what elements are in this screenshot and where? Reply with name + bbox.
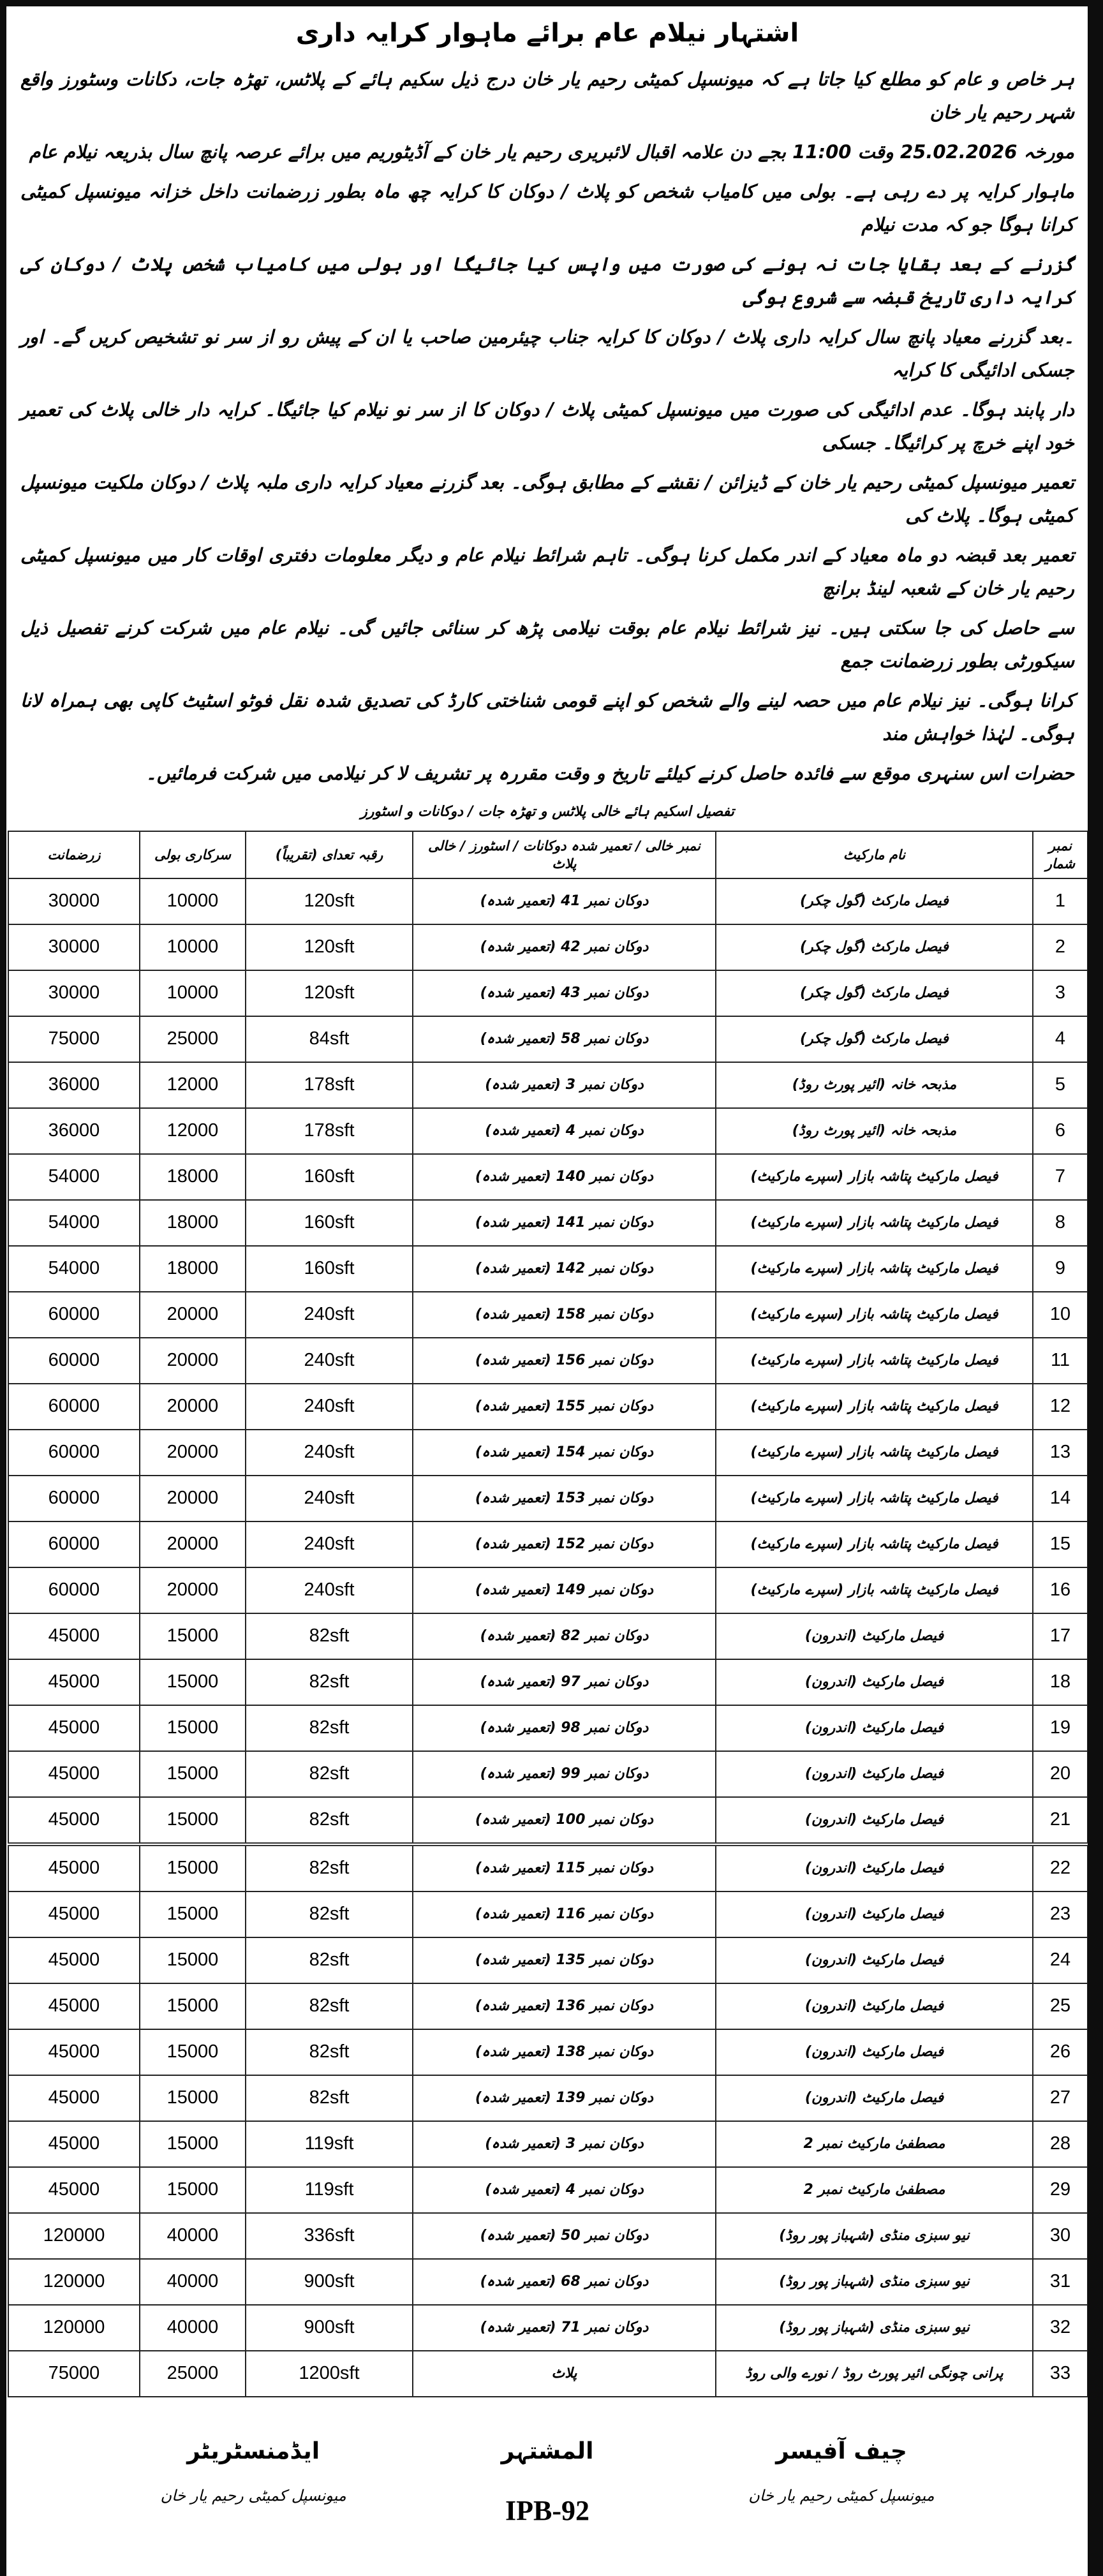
cell-govt-bid: 18000 (140, 1200, 246, 1246)
cell-security: 60000 (8, 1430, 140, 1476)
cell-area: 82sft (246, 1937, 413, 1983)
cell-unit: دوکان نمبر 156 (تعمیر شدہ) (413, 1338, 716, 1384)
cell-serial: 29 (1033, 2167, 1088, 2213)
table-row (8, 1659, 1088, 1705)
notice-line: تعمیر بعد قبضہ دو ماہ معیاد کے اندر مکمل کرنا ہوگی۔ تاہم شرائط نیلام عام و دیگر معلومات دفتری اوقات کار میں میونسپل کمیٹی رحیم یار خان کے شعبہ لینڈ برانچ (20, 544, 1074, 599)
cell-serial: 2 (1033, 924, 1088, 970)
cell-area: 160sft (246, 1246, 413, 1292)
cell-security: 45000 (8, 1937, 140, 1983)
cell-govt-bid: 12000 (140, 1062, 246, 1108)
publisher-signature (501, 2436, 594, 2529)
cell-area: 900sft (246, 2259, 413, 2305)
cell-unit: دوکان نمبر 155 (تعمیر شدہ) (413, 1384, 716, 1430)
cell-market: مذبحہ خانہ (ائیر پورٹ روڈ) (716, 1108, 1033, 1154)
cell-security: 120000 (8, 2305, 140, 2351)
cell-security: 45000 (8, 2167, 140, 2213)
cell-market: فیصل مارکیٹ (اندرون) (716, 1751, 1033, 1797)
notice-line: تعمیر میونسپل کمیٹی رحیم یار خان کے ڈیزائن / نقشے کے مطابق ہوگی۔ بعد گزرنے معیاد کرایہ داری ملبہ پلاٹ / دوکان ملکیت میونسپل کمیٹی ہوگا۔ پلاٹ کی (20, 471, 1074, 526)
cell-serial: 24 (1033, 1937, 1088, 1983)
cell-market: فیصل مارکیٹ پتاشہ بازار (سپرے مارکیٹ) (716, 1476, 1033, 1521)
cell-govt-bid: 18000 (140, 1246, 246, 1292)
cell-security: 54000 (8, 1154, 140, 1200)
cell-market: مذبحہ خانہ (ائیر پورٹ روڈ) (716, 1062, 1033, 1108)
cell-unit: دوکان نمبر 142 (تعمیر شدہ) (413, 1246, 716, 1292)
cell-area: 178sft (246, 1108, 413, 1154)
cell-area: 82sft (246, 1844, 413, 1891)
table-row (8, 970, 1088, 1016)
cell-security: 45000 (8, 2029, 140, 2075)
cell-govt-bid: 12000 (140, 1108, 246, 1154)
cell-govt-bid: 25000 (140, 1016, 246, 1062)
cell-serial: 6 (1033, 1108, 1088, 1154)
cell-area: 178sft (246, 1062, 413, 1108)
cell-unit: دوکان نمبر 116 (تعمیر شدہ) (413, 1891, 716, 1937)
cell-market: مصطفیٰ مارکیٹ نمبر 2 (716, 2167, 1033, 2213)
cell-market: فیصل مارکیٹ پتاشہ بازار (سپرے مارکیٹ) (716, 1567, 1033, 1613)
cell-govt-bid: 40000 (140, 2259, 246, 2305)
chief-officer-org: میونسپل کمیٹی رحیم یار خان (748, 2487, 935, 2505)
cell-market: فیصل مارکیٹ (اندرون) (716, 1891, 1033, 1937)
cell-security: 36000 (8, 1062, 140, 1108)
cell-serial: 13 (1033, 1430, 1088, 1476)
table-row (8, 1567, 1088, 1613)
cell-security: 54000 (8, 1200, 140, 1246)
cell-area: 120sft (246, 970, 413, 1016)
cell-area: 240sft (246, 1384, 413, 1430)
table-row (8, 1844, 1088, 1891)
cell-market: فیصل مارکیٹ (اندرون) (716, 1983, 1033, 2029)
cell-govt-bid: 25000 (140, 2351, 246, 2397)
cell-area: 240sft (246, 1430, 413, 1476)
header-unit: نمبر خالی / تعمیر شدہ دوکانات / اسٹورز / خالی پلاٹ (413, 831, 716, 878)
cell-market: نیو سبزی منڈی (شہباز پور روڈ) (716, 2259, 1033, 2305)
cell-security: 45000 (8, 1659, 140, 1705)
table-row (8, 1937, 1088, 1983)
cell-market: فیصل مارکیٹ پتاشہ بازار (سپرے مارکیٹ) (716, 1200, 1033, 1246)
header-area: رقبہ تعدای (تقریباً) (246, 831, 413, 878)
cell-market: فیصل مارکٹ (گول چکر) (716, 878, 1033, 924)
cell-serial: 4 (1033, 1016, 1088, 1062)
cell-security: 75000 (8, 2351, 140, 2397)
cell-unit: دوکان نمبر 135 (تعمیر شدہ) (413, 1937, 716, 1983)
header-security: زرضمانت (8, 831, 140, 878)
table-row (8, 2075, 1088, 2121)
cell-area: 160sft (246, 1154, 413, 1200)
table-row (8, 1521, 1088, 1567)
table-body (8, 878, 1088, 2397)
cell-unit: دوکان نمبر 4 (تعمیر شدہ) (413, 2167, 716, 2213)
cell-security: 45000 (8, 1844, 140, 1891)
cell-security: 75000 (8, 1016, 140, 1062)
table-row (8, 2351, 1088, 2397)
cell-unit: دوکان نمبر 58 (تعمیر شدہ) (413, 1016, 716, 1062)
table-subheading: تفصیل اسکیم ہائے خالی پلاٹس و تھڑہ جات / دوکانات و اسٹورز (360, 804, 734, 820)
table-row (8, 2167, 1088, 2213)
cell-security: 30000 (8, 878, 140, 924)
cell-govt-bid: 15000 (140, 1751, 246, 1797)
cell-govt-bid: 40000 (140, 2213, 246, 2259)
cell-serial: 30 (1033, 2213, 1088, 2259)
cell-serial: 14 (1033, 1476, 1088, 1521)
cell-govt-bid: 15000 (140, 2121, 246, 2167)
cell-govt-bid: 15000 (140, 1937, 246, 1983)
cell-market: فیصل مارکیٹ (اندرون) (716, 2075, 1033, 2121)
notice-line: دار پابند ہوگا۔ عدم ادائیگی کی صورت میں میونسپل کمیٹی پلاٹ / دوکان کا از سر نو نیلام کیا جائیگا۔ کرایہ دار خالی پلاٹ کی تعمیر خود اپنے خرچ پر کرائیگا۔ جسکی (20, 399, 1074, 454)
cell-unit: دوکان نمبر 3 (تعمیر شدہ) (413, 1062, 716, 1108)
notice-body (20, 63, 1074, 790)
cell-unit: دوکان نمبر 154 (تعمیر شدہ) (413, 1430, 716, 1476)
notice-line: ۔بعد گزرنے معیاد پانچ سال کرایہ داری پلاٹ / دوکان کا کرایہ جناب چیئرمین صاحب یا ان کے پیش رو از سر نو تشخیص کریں گے۔ اور جسکی ادائیگی کا کرایہ (20, 326, 1074, 381)
cell-area: 336sft (246, 2213, 413, 2259)
cell-market: فیصل مارکیٹ (اندرون) (716, 2029, 1033, 2075)
chief-officer-title: چیف آفیسر (776, 2438, 907, 2464)
cell-govt-bid: 20000 (140, 1521, 246, 1567)
cell-serial: 3 (1033, 970, 1088, 1016)
cell-serial: 18 (1033, 1659, 1088, 1705)
cell-market: مصطفیٰ مارکیٹ نمبر 2 (716, 2121, 1033, 2167)
cell-unit: دوکان نمبر 42 (تعمیر شدہ) (413, 924, 716, 970)
cell-unit: دوکان نمبر 153 (تعمیر شدہ) (413, 1476, 716, 1521)
cell-unit: دوکان نمبر 4 (تعمیر شدہ) (413, 1108, 716, 1154)
cell-govt-bid: 15000 (140, 2167, 246, 2213)
cell-market: فیصل مارکیٹ (اندرون) (716, 1659, 1033, 1705)
cell-market: فیصل مارکٹ (گول چکر) (716, 1016, 1033, 1062)
cell-govt-bid: 10000 (140, 970, 246, 1016)
cell-area: 120sft (246, 924, 413, 970)
cell-serial: 20 (1033, 1751, 1088, 1797)
cell-area: 82sft (246, 1983, 413, 2029)
table-row (8, 1338, 1088, 1384)
cell-serial: 23 (1033, 1891, 1088, 1937)
cell-serial: 22 (1033, 1844, 1088, 1891)
cell-market: فیصل مارکیٹ پتاشہ بازار (سپرے مارکیٹ) (716, 1430, 1033, 1476)
cell-area: 82sft (246, 1891, 413, 1937)
cell-area: 120sft (246, 878, 413, 924)
notice-line: سے حاصل کی جا سکتی ہیں۔ نیز شرائط نیلام عام بوقت نیلامی پڑھ کر سنائی جائیں گی۔ نیلام عام میں شرکت کرنے تفصیل ذیل سیکورٹی بطور زرضمانت جمع (20, 617, 1074, 672)
cell-area: 1200sft (246, 2351, 413, 2397)
table-row (8, 1705, 1088, 1751)
notice-line: ماہوار کرایہ پر دے رہی ہے۔ بولی میں کامیاب شخص کو پلاٹ / دوکان کا کرایہ چھ ماہ بطور زرضمانت داخل خزانہ میونسپل کمیٹی کرانا ہوگا جو کہ مدت نیلام (20, 181, 1074, 235)
cell-market: فیصل مارکیٹ پتاشہ بازار (سپرے مارکیٹ) (716, 1292, 1033, 1338)
advertisement-page (6, 6, 1088, 2576)
cell-area: 82sft (246, 1797, 413, 1844)
cell-area: 900sft (246, 2305, 413, 2351)
cell-unit: دوکان نمبر 140 (تعمیر شدہ) (413, 1154, 716, 1200)
cell-area: 240sft (246, 1521, 413, 1567)
cell-security: 45000 (8, 1891, 140, 1937)
cell-serial: 5 (1033, 1062, 1088, 1108)
cell-govt-bid: 20000 (140, 1292, 246, 1338)
cell-unit: دوکان نمبر 115 (تعمیر شدہ) (413, 1844, 716, 1891)
cell-unit: پلاٹ (413, 2351, 716, 2397)
administrator-title: ایڈمنسٹریٹر (187, 2438, 320, 2464)
cell-security: 60000 (8, 1567, 140, 1613)
cell-market: فیصل مارکیٹ پتاشہ بازار (سپرے مارکیٹ) (716, 1521, 1033, 1567)
cell-govt-bid: 20000 (140, 1338, 246, 1384)
cell-market: فیصل مارکیٹ پتاشہ بازار (سپرے مارکیٹ) (716, 1246, 1033, 1292)
cell-security: 45000 (8, 2121, 140, 2167)
cell-govt-bid: 10000 (140, 878, 246, 924)
table-row (8, 1797, 1088, 1844)
cell-govt-bid: 15000 (140, 2075, 246, 2121)
table-row (8, 878, 1088, 924)
header-govt-bid: سرکاری بولی (140, 831, 246, 878)
administrator-org: میونسپل کمیٹی رحیم یار خان (160, 2487, 346, 2505)
cell-govt-bid: 15000 (140, 1613, 246, 1659)
cell-serial: 17 (1033, 1613, 1088, 1659)
cell-unit: دوکان نمبر 98 (تعمیر شدہ) (413, 1705, 716, 1751)
cell-unit: دوکان نمبر 158 (تعمیر شدہ) (413, 1292, 716, 1338)
cell-serial: 1 (1033, 878, 1088, 924)
cell-unit: دوکان نمبر 68 (تعمیر شدہ) (413, 2259, 716, 2305)
cell-market: فیصل مارکٹ (گول چکر) (716, 970, 1033, 1016)
cell-govt-bid: 15000 (140, 1659, 246, 1705)
table-row (8, 2213, 1088, 2259)
cell-security: 60000 (8, 1476, 140, 1521)
cell-security: 45000 (8, 1751, 140, 1797)
cell-unit: دوکان نمبر 99 (تعمیر شدہ) (413, 1751, 716, 1797)
cell-govt-bid: 15000 (140, 1797, 246, 1844)
cell-serial: 19 (1033, 1705, 1088, 1751)
table-row (8, 1751, 1088, 1797)
cell-serial: 27 (1033, 2075, 1088, 2121)
cell-govt-bid: 15000 (140, 2029, 246, 2075)
cell-market: فیصل مارکیٹ (اندرون) (716, 1613, 1033, 1659)
cell-serial: 11 (1033, 1338, 1088, 1384)
table-row (8, 1384, 1088, 1430)
cell-area: 82sft (246, 2029, 413, 2075)
cell-security: 120000 (8, 2259, 140, 2305)
auction-table (8, 831, 1088, 2397)
cell-govt-bid: 40000 (140, 2305, 246, 2351)
cell-govt-bid: 15000 (140, 1891, 246, 1937)
table-row (8, 1891, 1088, 1937)
table-row (8, 1108, 1088, 1154)
cell-unit: دوکان نمبر 138 (تعمیر شدہ) (413, 2029, 716, 2075)
cell-unit: دوکان نمبر 97 (تعمیر شدہ) (413, 1659, 716, 1705)
table-row (8, 1154, 1088, 1200)
cell-area: 82sft (246, 1659, 413, 1705)
cell-serial: 16 (1033, 1567, 1088, 1613)
cell-govt-bid: 15000 (140, 1705, 246, 1751)
cell-area: 82sft (246, 1705, 413, 1751)
cell-govt-bid: 20000 (140, 1384, 246, 1430)
notice-line: کرانا ہوگی۔ نیز نیلام عام میں حصہ لینے والے شخص کو اپنے قومی شناختی کارڈ کی تصدیق شدہ نقل فوٹو اسٹیٹ کاپی بھی ہمراہ لانا ہوگی۔ لہٰذا خواہش مند (20, 690, 1074, 744)
cell-market: فیصل مارکیٹ (اندرون) (716, 1797, 1033, 1844)
cell-area: 82sft (246, 1751, 413, 1797)
cell-market: پرانی چونگی ائیر پورٹ روڈ / نورے والی روڈ (716, 2351, 1033, 2397)
cell-security: 54000 (8, 1246, 140, 1292)
cell-market: فیصل مارکیٹ پتاشہ بازار (سپرے مارکیٹ) (716, 1338, 1033, 1384)
table-row (8, 1016, 1088, 1062)
signature-footer (6, 2436, 1088, 2563)
cell-market: فیصل مارکیٹ (اندرون) (716, 1705, 1033, 1751)
table-row (8, 2029, 1088, 2075)
cell-unit: دوکان نمبر 141 (تعمیر شدہ) (413, 1200, 716, 1246)
cell-serial: 21 (1033, 1797, 1088, 1844)
cell-security: 60000 (8, 1292, 140, 1338)
notice-line: مورخہ 25.02.2026 وقت 11:00 بجے دن علامہ اقبال لائبریری رحیم یار خان کے آڈیٹوریم میں برائے عرصہ پانچ سال بذریعہ نیلام عام (29, 141, 1074, 163)
cell-unit: دوکان نمبر 50 (تعمیر شدہ) (413, 2213, 716, 2259)
cell-serial: 33 (1033, 2351, 1088, 2397)
chief-officer-signature (748, 2436, 934, 2508)
cell-unit: دوکان نمبر 152 (تعمیر شدہ) (413, 1521, 716, 1567)
table-row (8, 1200, 1088, 1246)
cell-security: 30000 (8, 970, 140, 1016)
cell-security: 120000 (8, 2213, 140, 2259)
header-market: نام مارکیٹ (716, 831, 1033, 878)
cell-area: 82sft (246, 1613, 413, 1659)
cell-unit: دوکان نمبر 3 (تعمیر شدہ) (413, 2121, 716, 2167)
cell-govt-bid: 20000 (140, 1567, 246, 1613)
cell-serial: 15 (1033, 1521, 1088, 1567)
cell-serial: 31 (1033, 2259, 1088, 2305)
cell-govt-bid: 15000 (140, 1844, 246, 1891)
cell-unit: دوکان نمبر 100 (تعمیر شدہ) (413, 1797, 716, 1844)
cell-security: 45000 (8, 1797, 140, 1844)
cell-market: فیصل مارکیٹ پتاشہ بازار (سپرے مارکیٹ) (716, 1384, 1033, 1430)
page-title: اشتہار نیلام عام برائے ماہوار کرایہ داری (295, 19, 799, 48)
table-row (8, 1476, 1088, 1521)
cell-market: نیو سبزی منڈی (شہباز پور روڈ) (716, 2305, 1033, 2351)
table-row (8, 1983, 1088, 2029)
cell-unit: دوکان نمبر 82 (تعمیر شدہ) (413, 1613, 716, 1659)
cell-security: 36000 (8, 1108, 140, 1154)
table-row (8, 1246, 1088, 1292)
cell-govt-bid: 18000 (140, 1154, 246, 1200)
cell-area: 84sft (246, 1016, 413, 1062)
cell-market: فیصل مارکیٹ (اندرون) (716, 1937, 1033, 1983)
table-row (8, 2305, 1088, 2351)
cell-security: 45000 (8, 1983, 140, 2029)
cell-govt-bid: 15000 (140, 1983, 246, 2029)
header-serial: نمبر شمار (1033, 831, 1088, 878)
cell-serial: 26 (1033, 2029, 1088, 2075)
publisher-title: المشتہر (501, 2438, 594, 2464)
notice-line: ہر خاص و عام کو مطلع کیا جاتا ہے کہ میونسپل کمیٹی رحیم یار خان درج ذیل سکیم ہائے کے پلاٹس، تھڑہ جات، دکانات وسٹورز واقع شہر رحیم یار خان (20, 68, 1074, 123)
cell-security: 60000 (8, 1384, 140, 1430)
table-row (8, 2121, 1088, 2167)
cell-serial: 25 (1033, 1983, 1088, 2029)
publication-code: IPB-92 (505, 2495, 590, 2526)
cell-unit: دوکان نمبر 139 (تعمیر شدہ) (413, 2075, 716, 2121)
cell-unit: دوکان نمبر 149 (تعمیر شدہ) (413, 1567, 716, 1613)
cell-security: 45000 (8, 1613, 140, 1659)
cell-unit: دوکان نمبر 136 (تعمیر شدہ) (413, 1983, 716, 2029)
auction-table-container (8, 831, 1087, 2397)
table-header-row (8, 831, 1088, 878)
page-frame-edge (1088, 6, 1103, 2576)
notice-line: حضرات اس سنہری موقع سے فائدہ حاصل کرنے کیلئے تاریخ و وقت مقررہ پر تشریف لا کر نیلامی میں شرکت فرمائیں۔ (145, 762, 1074, 784)
cell-serial: 12 (1033, 1384, 1088, 1430)
cell-area: 82sft (246, 2075, 413, 2121)
cell-area: 240sft (246, 1567, 413, 1613)
cell-area: 240sft (246, 1292, 413, 1338)
cell-security: 60000 (8, 1338, 140, 1384)
cell-market: فیصل مارکٹ (گول چکر) (716, 924, 1033, 970)
table-row (8, 1062, 1088, 1108)
cell-serial: 10 (1033, 1292, 1088, 1338)
cell-area: 119sft (246, 2121, 413, 2167)
cell-serial: 32 (1033, 2305, 1088, 2351)
cell-market: نیو سبزی منڈی (شہباز پور روڈ) (716, 2213, 1033, 2259)
cell-serial: 9 (1033, 1246, 1088, 1292)
administrator-signature (160, 2436, 346, 2508)
cell-market: فیصل مارکیٹ پتاشہ بازار (سپرے مارکیٹ) (716, 1154, 1033, 1200)
cell-security: 45000 (8, 1705, 140, 1751)
cell-govt-bid: 20000 (140, 1476, 246, 1521)
table-row (8, 1292, 1088, 1338)
table-row (8, 1430, 1088, 1476)
cell-govt-bid: 20000 (140, 1430, 246, 1476)
cell-security: 30000 (8, 924, 140, 970)
cell-serial: 8 (1033, 1200, 1088, 1246)
cell-area: 160sft (246, 1200, 413, 1246)
cell-area: 240sft (246, 1338, 413, 1384)
cell-security: 60000 (8, 1521, 140, 1567)
cell-unit: دوکان نمبر 41 (تعمیر شدہ) (413, 878, 716, 924)
table-row (8, 2259, 1088, 2305)
notice-line: گزرنے کے بعد بقایا جات نہ ہونے کی صورت میں واپس کیا جائیگا اور بولی میں کامیاب شخص پلاٹ / دوکان کی کرایہ داری تاریخ قبضہ سے شروع ہوگی (20, 253, 1074, 308)
cell-serial: 28 (1033, 2121, 1088, 2167)
cell-serial: 7 (1033, 1154, 1088, 1200)
cell-area: 240sft (246, 1476, 413, 1521)
table-row (8, 924, 1088, 970)
cell-govt-bid: 10000 (140, 924, 246, 970)
cell-unit: دوکان نمبر 71 (تعمیر شدہ) (413, 2305, 716, 2351)
cell-area: 119sft (246, 2167, 413, 2213)
cell-security: 45000 (8, 2075, 140, 2121)
cell-market: فیصل مارکیٹ (اندرون) (716, 1844, 1033, 1891)
cell-unit: دوکان نمبر 43 (تعمیر شدہ) (413, 970, 716, 1016)
table-row (8, 1613, 1088, 1659)
